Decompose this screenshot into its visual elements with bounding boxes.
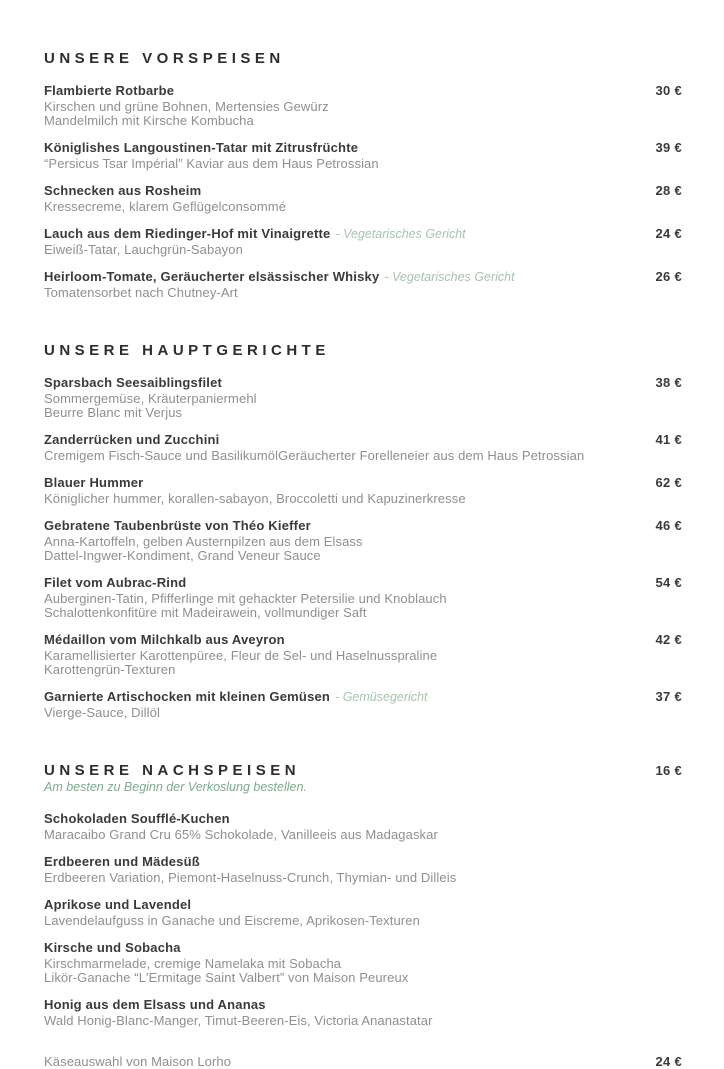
dish-name-line <box>44 517 311 535</box>
cheese-course-row <box>44 1054 682 1069</box>
dish-description-line: Tomatensorbet nach Chutney-Art <box>44 285 238 300</box>
dish-name: Filet vom Aubrac-Rind <box>44 575 187 590</box>
cheese-course-label: Käseauswahl von Maison Lorho <box>44 1054 232 1069</box>
dish-title-row <box>44 517 682 535</box>
dish-diet-tag: - Vegetarisches Gericht <box>335 227 466 241</box>
menu-item <box>44 474 682 506</box>
dish-description-line: Mandelmilch mit Kirsche Kombucha <box>44 113 254 128</box>
dish-price: 41 € <box>655 432 682 447</box>
section-title: UNSERE NACHSPEISEN <box>44 762 301 779</box>
dish-title-row <box>44 574 682 592</box>
dish-description-line: Dattel-Ingwer-Kondiment, Grand Veneur Sauce <box>44 548 321 563</box>
dish-name-line <box>44 82 174 100</box>
section-subtitle: Am besten zu Beginn der Verkoslung bestellen. <box>44 780 307 794</box>
dish-description-line: Anna-Kartoffeln, gelben Austernpilzen aus dem Elsass <box>44 534 363 549</box>
dish-description <box>44 1014 682 1028</box>
dish-description-line: Auberginen-Tatin, Pfifferlinge mit gehackter Petersilie und Knoblauch <box>44 591 447 606</box>
dish-name: Königlishes Langoustinen-Tatar mit Zitrusfrüchte <box>44 140 359 155</box>
menu-section <box>44 342 682 720</box>
dish-price: 30 € <box>655 83 682 98</box>
dish-description <box>44 828 682 842</box>
dish-name: Blauer Hummer <box>44 475 144 490</box>
dish-description <box>44 157 682 171</box>
dish-name: Aprikose und Lavendel <box>44 897 192 912</box>
dish-description <box>44 914 682 928</box>
dish-name-line <box>44 853 200 871</box>
dish-name: Garnierte Artischocken mit kleinen Gemüsen <box>44 689 331 704</box>
dish-name: Sparsbach Seesaiblingsfilet <box>44 375 223 390</box>
dish-title-row <box>44 996 682 1014</box>
dish-description <box>44 449 682 463</box>
dish-description-line: “Persicus Tsar Impérial” Kaviar aus dem Haus Petrossian <box>44 156 379 171</box>
dish-title-row <box>44 474 682 492</box>
dish-description-line: Karamellisierter Karottenpüree, Fleur de Sel- und Haselnusspraline <box>44 648 438 663</box>
dish-description <box>44 100 682 128</box>
dish-name-line <box>44 139 358 157</box>
menu-section <box>44 50 682 300</box>
dish-price: 42 € <box>655 632 682 647</box>
dish-description-line: Eiweiß-Tatar, Lauchgrün-Sabayon <box>44 242 243 257</box>
dish-price: 54 € <box>655 575 682 590</box>
dish-description-line: Kressecreme, klarem Geflügelconsommé <box>44 199 287 214</box>
section-title: UNSERE VORSPEISEN <box>44 50 285 67</box>
dish-title-row <box>44 853 682 871</box>
dish-description <box>44 871 682 885</box>
dish-description <box>44 957 682 985</box>
dish-title-row <box>44 225 682 243</box>
dish-name-line <box>44 810 230 828</box>
menu-item <box>44 139 682 171</box>
section-header <box>44 50 682 67</box>
dish-title-row <box>44 688 682 706</box>
menu-item <box>44 374 682 420</box>
dish-name: Schokoladen Soufflé-Kuchen <box>44 811 230 826</box>
dish-title-row <box>44 139 682 157</box>
menu-item <box>44 517 682 563</box>
menu-item <box>44 939 682 985</box>
dish-name-line <box>44 631 285 649</box>
menu-item <box>44 431 682 463</box>
dish-name-line <box>44 574 186 592</box>
dish-name: Heirloom-Tomate, Geräucherter elsässischer Whisky <box>44 269 380 284</box>
dish-description <box>44 243 682 257</box>
menu-item <box>44 225 682 257</box>
dish-name: Zanderrücken und Zucchini <box>44 432 220 447</box>
dish-description-line: Kirschen und grüne Bohnen, Mertensies Gewürz <box>44 99 329 114</box>
menu-item <box>44 268 682 300</box>
dish-price: 28 € <box>655 183 682 198</box>
menu-item <box>44 853 682 885</box>
dish-name: Honig aus dem Elsass und Ananas <box>44 997 266 1012</box>
dish-description-line: Karottengrün-Texturen <box>44 662 176 677</box>
dish-description-line: Vierge-Sauce, Dillöl <box>44 705 160 720</box>
dish-title-row <box>44 431 682 449</box>
dish-description-line: Königlicher hummer, korallen-sabayon, Broccoletti und Kapuzinerkresse <box>44 491 466 506</box>
dish-price: 37 € <box>655 689 682 704</box>
dish-name: Erdbeeren und Mädesüß <box>44 854 200 869</box>
dish-title-row <box>44 82 682 100</box>
dish-description <box>44 286 682 300</box>
dish-title-row <box>44 631 682 649</box>
dish-description-line: Cremigem Fisch-Sauce und BasilikumölGeräucherter Forelleneier aus dem Haus Petrossian <box>44 448 585 463</box>
dish-description-line: Likör-Ganache “L'Ermitage Saint Valbert” von Maison Peureux <box>44 970 409 985</box>
dish-name-line <box>44 896 191 914</box>
dish-description-line: Schalottenkonfitüre mit Madeirawein, vollmundiger Saft <box>44 605 367 620</box>
dish-price: 39 € <box>655 140 682 155</box>
dish-title-row <box>44 374 682 392</box>
dish-title-row <box>44 268 682 286</box>
cheese-course-price: 24 € <box>655 1054 682 1069</box>
menu-sections <box>44 50 682 1028</box>
dish-description <box>44 535 682 563</box>
section-title: UNSERE HAUPTGERICHTE <box>44 342 330 359</box>
dish-description-line: Kirschmarmelade, cremige Namelaka mit Sobacha <box>44 956 342 971</box>
dish-price: 46 € <box>655 518 682 533</box>
dish-name: Gebratene Taubenbrüste von Théo Kieffer <box>44 518 311 533</box>
dish-description-line: Beurre Blanc mit Verjus <box>44 405 183 420</box>
dish-name: Médaillon vom Milchkalb aus Aveyron <box>44 632 285 647</box>
dish-title-row <box>44 182 682 200</box>
section-items <box>44 82 682 300</box>
dish-name-line <box>44 431 219 449</box>
menu-item <box>44 996 682 1028</box>
dish-name-line <box>44 225 466 243</box>
section-price: 16 € <box>655 763 682 778</box>
menu-item <box>44 631 682 677</box>
dish-price: 24 € <box>655 226 682 241</box>
dish-name-line <box>44 996 266 1014</box>
dish-price: 26 € <box>655 269 682 284</box>
dish-name-line <box>44 268 515 286</box>
dish-name-line <box>44 474 143 492</box>
dish-title-row <box>44 896 682 914</box>
section-items <box>44 374 682 720</box>
dish-name: Lauch aus dem Riedinger-Hof mit Vinaigrette <box>44 226 331 241</box>
dish-name-line <box>44 688 427 706</box>
dish-price: 38 € <box>655 375 682 390</box>
dish-diet-tag: - Gemüsegericht <box>335 690 428 704</box>
dish-name: Flambierte Rotbarbe <box>44 83 175 98</box>
dish-title-row <box>44 810 682 828</box>
menu-item <box>44 896 682 928</box>
menu-item <box>44 82 682 128</box>
dish-description-line: Maracaibo Grand Cru 65% Schokolade, Vanilleeis aus Madagaskar <box>44 827 438 842</box>
dish-description-line: Lavendelaufguss in Ganache und Eiscreme, Aprikosen-Texturen <box>44 913 420 928</box>
menu-section <box>44 762 682 1028</box>
dish-description <box>44 592 682 620</box>
dish-description <box>44 392 682 420</box>
dish-description <box>44 492 682 506</box>
section-header <box>44 342 682 359</box>
dish-description-line: Wald Honig-Blanc-Manger, Timut-Beeren-Eis, Victoria Ananastatar <box>44 1013 433 1028</box>
dish-name-line <box>44 182 201 200</box>
dish-diet-tag: - Vegetarisches Gericht <box>384 270 515 284</box>
dish-name-line <box>44 939 181 957</box>
section-items <box>44 810 682 1028</box>
dish-price: 62 € <box>655 475 682 490</box>
dish-description <box>44 200 682 214</box>
dish-description-line: Sommergemüse, Kräuterpaniermehl <box>44 391 257 406</box>
dish-name: Kirsche und Sobacha <box>44 940 181 955</box>
menu-item <box>44 574 682 620</box>
menu-item <box>44 688 682 720</box>
dish-name: Schnecken aus Rosheim <box>44 183 202 198</box>
menu-item <box>44 810 682 842</box>
dish-description <box>44 706 682 720</box>
dish-description <box>44 649 682 677</box>
dish-title-row <box>44 939 682 957</box>
section-header <box>44 762 682 779</box>
dish-description-line: Erdbeeren Variation, Piemont-Haselnuss-Crunch, Thymian- und Dilleis <box>44 870 457 885</box>
menu-item <box>44 182 682 214</box>
dish-name-line <box>44 374 222 392</box>
